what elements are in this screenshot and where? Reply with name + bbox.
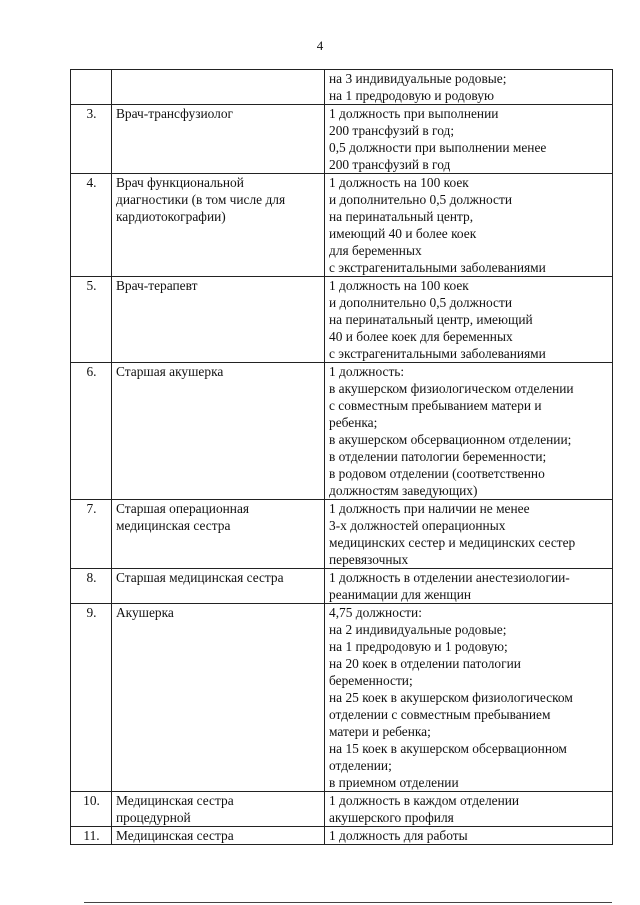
table-row [71,277,613,363]
staffing-norm-line: на 1 предродовую и родовую [329,88,494,103]
staffing-norm-line: на 15 коек в акушерском обсервационном [329,741,567,756]
staffing-norm-cell [325,174,613,277]
position-name-line: Старшая операционная [116,501,250,516]
position-name-line: Врач функциональной [116,175,244,190]
staffing-norm-cell [325,569,613,604]
staffing-norm-line: 4,75 должности: [329,605,422,620]
row-number: 9. [71,604,112,792]
staffing-norm-line: перевязочных [329,552,409,567]
staffing-norm-line: на перинатальный центр, [329,209,474,224]
row-number: 3. [71,105,112,174]
position-name-cell [112,174,325,277]
staffing-norm-line: в акушерском обсервационном отделении; [329,432,572,447]
staffing-norm-cell [325,604,613,792]
position-name-cell [112,105,325,174]
position-name-cell [112,363,325,500]
staffing-norm-line: на 25 коек в акушерском физиологическом [329,690,573,705]
staffing-norm-cell [325,827,613,845]
staffing-norm-line: реанимации для женщин [329,587,472,602]
staffing-norm-line: на перинатальный центр, имеющий [329,312,533,327]
table-row [71,174,613,277]
staffing-norm-cell [325,500,613,569]
staffing-norm-line: ребенка; [329,415,378,430]
position-name-line: Акушерка [116,605,174,620]
staffing-norm-line: отделении с совместным пребыванием [329,707,551,722]
staffing-norm-line: 1 должность при выполнении [329,106,499,121]
staffing-norm-line: 40 и более коек для беременных [329,329,513,344]
staffing-norm-line: медицинских сестер и медицинских сестер [329,535,576,550]
staffing-norm-cell [325,363,613,500]
row-number: 10. [71,792,112,827]
staffing-norm-line: 1 должность в отделении анестезиологии- [329,570,570,585]
staffing-table [70,69,613,845]
position-name-cell [112,827,325,845]
staffing-norm-line: должностям заведующих) [329,483,478,498]
staffing-norm-line: 0,5 должности при выполнении менее [329,140,547,155]
staffing-norm-line: и дополнительно 0,5 должности [329,192,513,207]
staffing-norm-line: 1 должность при наличии не менее [329,501,530,516]
position-name-line: медицинская сестра [116,518,231,533]
staffing-norm-line: 1 должность на 100 коек [329,278,469,293]
staffing-norm-line: имеющий 40 и более коек [329,226,477,241]
staffing-norm-line: 1 должность на 100 коек [329,175,469,190]
table-row [71,792,613,827]
staffing-norm-line: матери и ребенка; [329,724,431,739]
staffing-norm-cell [325,70,613,105]
staffing-norm-line: беременности; [329,673,413,688]
table-row [71,105,613,174]
staffing-norm-line: на 2 индивидуальные родовые; [329,622,507,637]
staffing-norm-line: для беременных [329,243,422,258]
staffing-norm-line: с экстрагенитальными заболеваниями [329,346,546,361]
staffing-norm-cell [325,277,613,363]
staffing-norm-line: на 20 коек в отделении патологии [329,656,521,671]
position-name-line: Медицинская сестра [116,828,234,843]
row-number: 5. [71,277,112,363]
position-name-cell [112,277,325,363]
staffing-norm-line: и дополнительно 0,5 должности [329,295,513,310]
table-row [71,827,613,845]
row-number: 4. [71,174,112,277]
position-name-line: Старшая медицинская сестра [116,570,284,585]
table-row [71,569,613,604]
position-name-cell [112,792,325,827]
position-name-line: Медицинская сестра [116,793,234,808]
position-name-cell [112,70,325,105]
table-body [71,70,613,845]
page-number: 4 [316,38,324,53]
staffing-norm-line: 1 должность для работы [329,828,468,843]
staffing-norm-line: в родовом отделении (соответственно [329,466,545,481]
row-number: 6. [71,363,112,500]
staffing-norm-line: отделении; [329,758,392,773]
staffing-norm-cell [325,105,613,174]
staffing-norm-line: 3-х должностей операционных [329,518,506,533]
staffing-norm-line: на 1 предродовую и 1 родовую; [329,639,508,654]
position-name-line: кардиотокографии) [116,209,226,224]
row-number: 8. [71,569,112,604]
position-name-cell [112,500,325,569]
staffing-norm-line: 1 должность в каждом отделении [329,793,520,808]
staffing-norm-line: акушерского профиля [329,810,454,825]
row-number: 11. [71,827,112,845]
staffing-norm-line: с совместным пребыванием матери и [329,398,542,413]
table-row [71,500,613,569]
table-row [71,363,613,500]
staffing-norm-line: 200 трансфузий в год; [329,123,455,138]
staffing-norm-line: на 3 индивидуальные родовые; [329,71,507,86]
staffing-norm-cell [325,792,613,827]
staffing-norm-line: 200 трансфузий в год [329,157,451,172]
staffing-norm-line: 1 должность: [329,364,405,379]
row-number [71,70,112,105]
table-row [71,604,613,792]
staffing-norm-line: в акушерском физиологическом отделении [329,381,574,396]
table-row [71,70,613,105]
staffing-norm-line: с экстрагенитальными заболеваниями [329,260,546,275]
row-number: 7. [71,500,112,569]
staffing-norm-line: в отделении патологии беременности; [329,449,547,464]
position-name-cell [112,569,325,604]
position-name-cell [112,604,325,792]
position-name-line: Старшая акушерка [116,364,224,379]
staffing-norm-line: в приемном отделении [329,775,459,790]
position-name-line: диагностики (в том числе для [116,192,286,207]
page-bottom-rule [84,902,612,903]
position-name-line: Врач-трансфузиолог [116,106,234,121]
position-name-line: Врач-терапевт [116,278,198,293]
position-name-line: процедурной [116,810,191,825]
